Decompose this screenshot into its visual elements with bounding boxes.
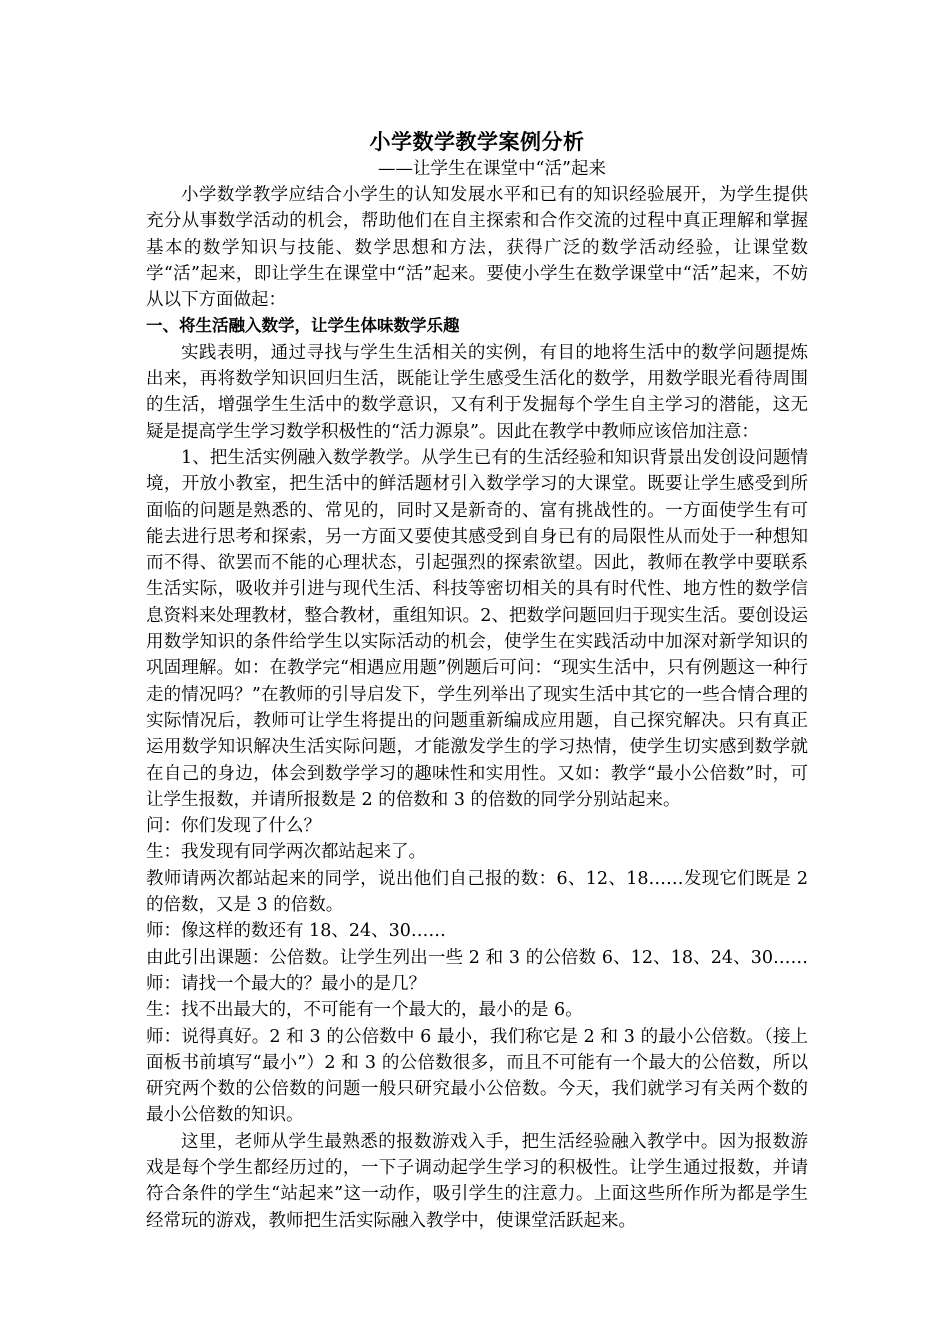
dialogue-line: 教师请两次都站起来的同学，说出他们自己报的数：6、12、18……发现它们既是 2 的倍数，又是 3 的倍数。: [146, 868, 808, 916]
dialogue-line: 生：找不出最大的，不可能有一个最大的，最小的是 6。: [146, 1000, 583, 1021]
body-paragraph: 实践表明，通过寻找与学生生活相关的实例，有目的地将生活中的数学问题提炼出来，再将数学知识回归生活，既能让学生感受生活化的数学，用数学眼光看待周围的生活，增强学生生活中的数学意识，又有利于发掘每个学生自主学习的潜能，这无疑是提高学生学习数学积极性的“活力源泉”。因此在教学中教师应该倍加注意：: [146, 342, 808, 442]
document-page: [146, 128, 808, 1234]
dialogue-line: 师：说得真好。2 和 3 的公倍数中 6 最小，我们称它是 2 和 3 的最小公倍数。（接上面板书前填写“最小”）2 和 3 的公倍数很多，而且不可能有一个最大的公倍数，所以研究两个数的公倍数的问题一般只研究最小公倍数。今天，我们就学习有关两个数的最小公倍数的知识。: [146, 1026, 808, 1126]
dialogue-line: 生：我发现有同学两次都站起来了。: [146, 842, 426, 863]
dialogue-line: 师：像这样的数还有 18、24、30……: [146, 921, 446, 942]
body-paragraph: 1、把生活实例融入数学教学。从学生已有的生活经验和知识背景出发创设问题情境，开放小教室，把生活中的鲜活题材引入数学学习的大课堂。既要让学生感受到所面临的问题是熟悉的、常见的，同时又是新奇的、富有挑战性的。一方面使学生有可能去进行思考和探索，另一方面又要使其感受到自身已有的局限性从而处于一种想知而不得、欲罢而不能的心理状态，引起强烈的探索欲望。因此，教师在教学中要联系生活实际，吸收并引进与现代生活、科技等密切相关的具有时代性、地方性的数学信息资料来处理教材，整合教材，重组知识。2、把数学问题回归于现实生活。要创设运用数学知识的条件给学生以实际活动的机会，使学生在实践活动中加深对新学知识的巩固理解。如：在教学完“相遇应用题”例题后可问：“现实生活中，只有例题这一种行走的情况吗？”在教师的引导启发下，学生列举出了现实生活中其它的一些合情合理的实际情况后，教师可让学生将提出的问题重新编成应用题，自己探究解决。只有真正运用数学知识解决生活实际问题，才能激发学生的学习热情，使学生切实感到数学就在自己的身边，体会到数学学习的趣味性和实用性。又如：教学“最小公倍数”时，可让学生报数，并请所报数是 2 的倍数和 3 的倍数的同学分别站起来。: [146, 447, 808, 810]
intro-paragraph: 小学数学教学应结合小学生的认知发展水平和已有的知识经验展开，为学生提供充分从事数学活动的机会，帮助他们在自主探索和合作交流的过程中真正理解和掌握基本的数学知识与技能、数学思想和方法，获得广泛的数学活动经验，让课堂数学“活”起来，即让学生在课堂中“活”起来。要使小学生在数学课堂中“活”起来，不妨从以下方面做起：: [146, 185, 808, 311]
body-paragraph: 这里，老师从学生最熟悉的报数游戏入手，把生活经验融入教学中。因为报数游戏是每个学生都经历过的，一下子调动起学生学习的积极性。让学生通过报数，并请符合条件的学生“站起来”这一动作，吸引学生的注意力。上面这些所作所为都是学生经常玩的游戏，教师把生活实际融入教学中，使课堂活跃起来。: [146, 1131, 808, 1231]
document-title: 小学数学教学案例分析: [369, 129, 585, 154]
section-heading: 一、将生活融入数学，让学生体味数学乐趣: [146, 316, 460, 336]
dialogue-line: 由此引出课题：公倍数。让学生列出一些 2 和 3 的公倍数 6、12、18、24、30……师：请找一个最大的？最小的是几？: [146, 947, 808, 994]
document-subtitle: ——让学生在课堂中“活”起来: [378, 159, 606, 179]
dialogue-line: 问：你们发现了什么？: [146, 816, 321, 837]
